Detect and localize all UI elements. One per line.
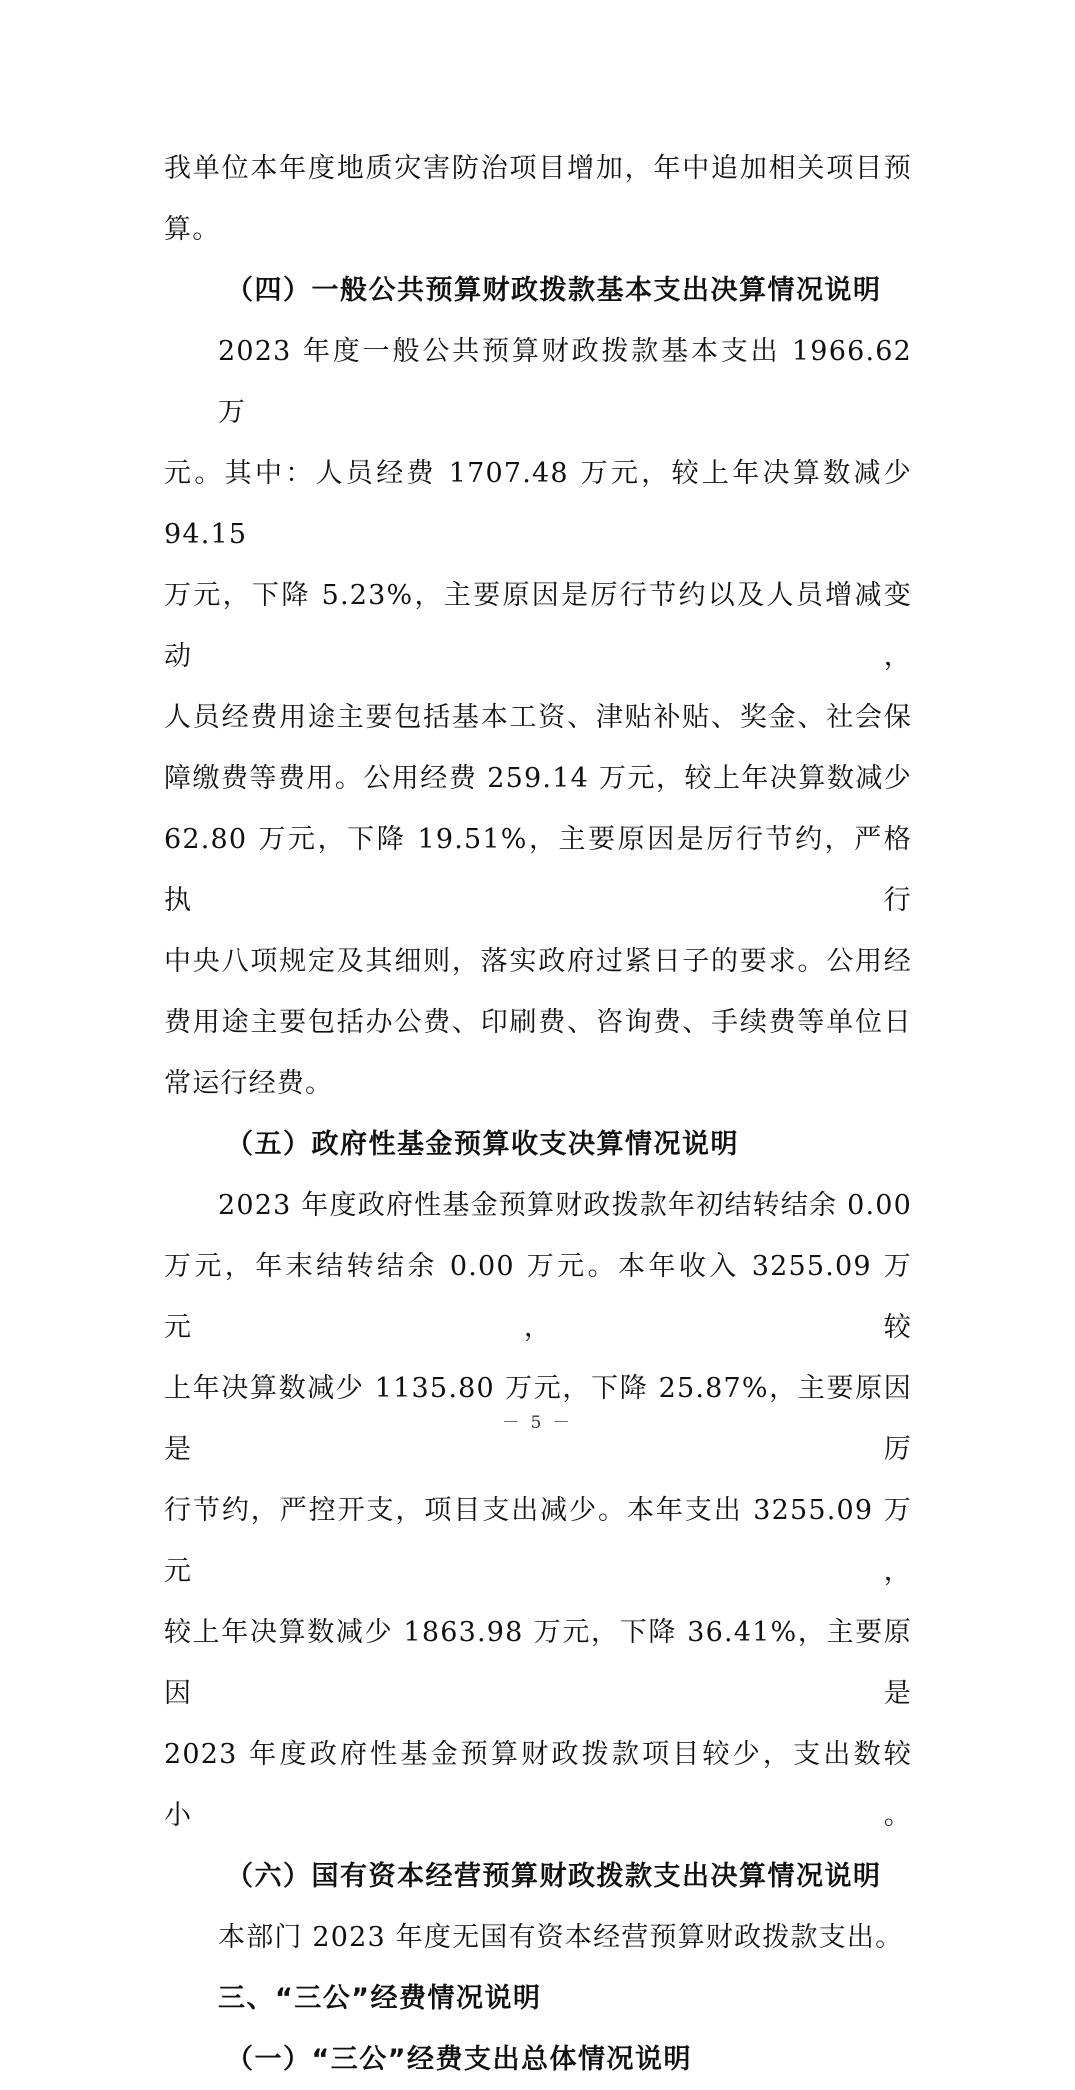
paragraph-government-fund [164, 1175, 912, 1846]
page-number: － 5 － [502, 1413, 573, 1433]
paragraph-continued [164, 138, 912, 260]
text-line: 算。 [164, 214, 221, 245]
section-heading-6: （六）国有资本经营预算财政拨款支出决算情况说明 [226, 1861, 882, 1892]
text-line: 我单位本年度地质灾害防治项目增加，年中追加相关项目预 [164, 153, 912, 184]
paragraph-state-capital [164, 1907, 912, 1968]
text-line: 元。其中：人员经费 1707.48 万元，较上年决算数减少 94.15 [164, 458, 912, 550]
section-heading-three-public: 三、“三公”经费情况说明 [218, 1983, 542, 2014]
text-line: 2023 年度政府性基金预算财政拨款年初结转结余 0.00 [218, 1190, 912, 1221]
text-line: 行节约，严控开支，项目支出减少。本年支出 3255.09 万元， [164, 1495, 912, 1587]
text-line: 62.80 万元，下降 19.51%，主要原因是厉行节约，严格执行 [164, 824, 912, 916]
text-line: 2023 年度政府性基金预算财政拨款项目较少，支出数较小。 [164, 1739, 912, 1831]
section-heading-three-public-1: （一）“三公”经费支出总体情况说明 [226, 2044, 692, 2075]
paragraph-basic-expenditure [164, 321, 912, 1114]
section-heading-4: （四）一般公共预算财政拨款基本支出决算情况说明 [226, 275, 882, 306]
text-line: 上年决算数减少 1135.80 万元，下降 25.87%，主要原因是厉 [164, 1373, 912, 1465]
text-line: 费用途主要包括办公费、印刷费、咨询费、手续费等单位日 [164, 1007, 912, 1038]
text-line: 万元，年末结转结余 0.00 万元。本年收入 3255.09 万元，较 [164, 1251, 912, 1343]
section-heading-5: （五）政府性基金预算收支决算情况说明 [226, 1129, 739, 1160]
text-line: 万元，下降 5.23%，主要原因是厉行节约以及人员增减变动， [164, 580, 912, 672]
text-line: 2023 年度一般公共预算财政拨款基本支出 1966.62 万 [218, 336, 912, 428]
text-line: 障缴费等费用。公用经费 259.14 万元，较上年决算数减少 [164, 763, 912, 794]
document-body [164, 138, 912, 2090]
text-line: 本部门 2023 年度无国有资本经营预算财政拨款支出。 [218, 1922, 904, 1953]
text-line: 中央八项规定及其细则，落实政府过紧日子的要求。公用经 [164, 946, 912, 977]
text-line: 常运行经费。 [164, 1068, 334, 1099]
text-line: 较上年决算数减少 1863.98 万元，下降 36.41%，主要原因是 [164, 1617, 912, 1709]
text-line: 人员经费用途主要包括基本工资、津贴补贴、奖金、社会保 [164, 702, 912, 733]
